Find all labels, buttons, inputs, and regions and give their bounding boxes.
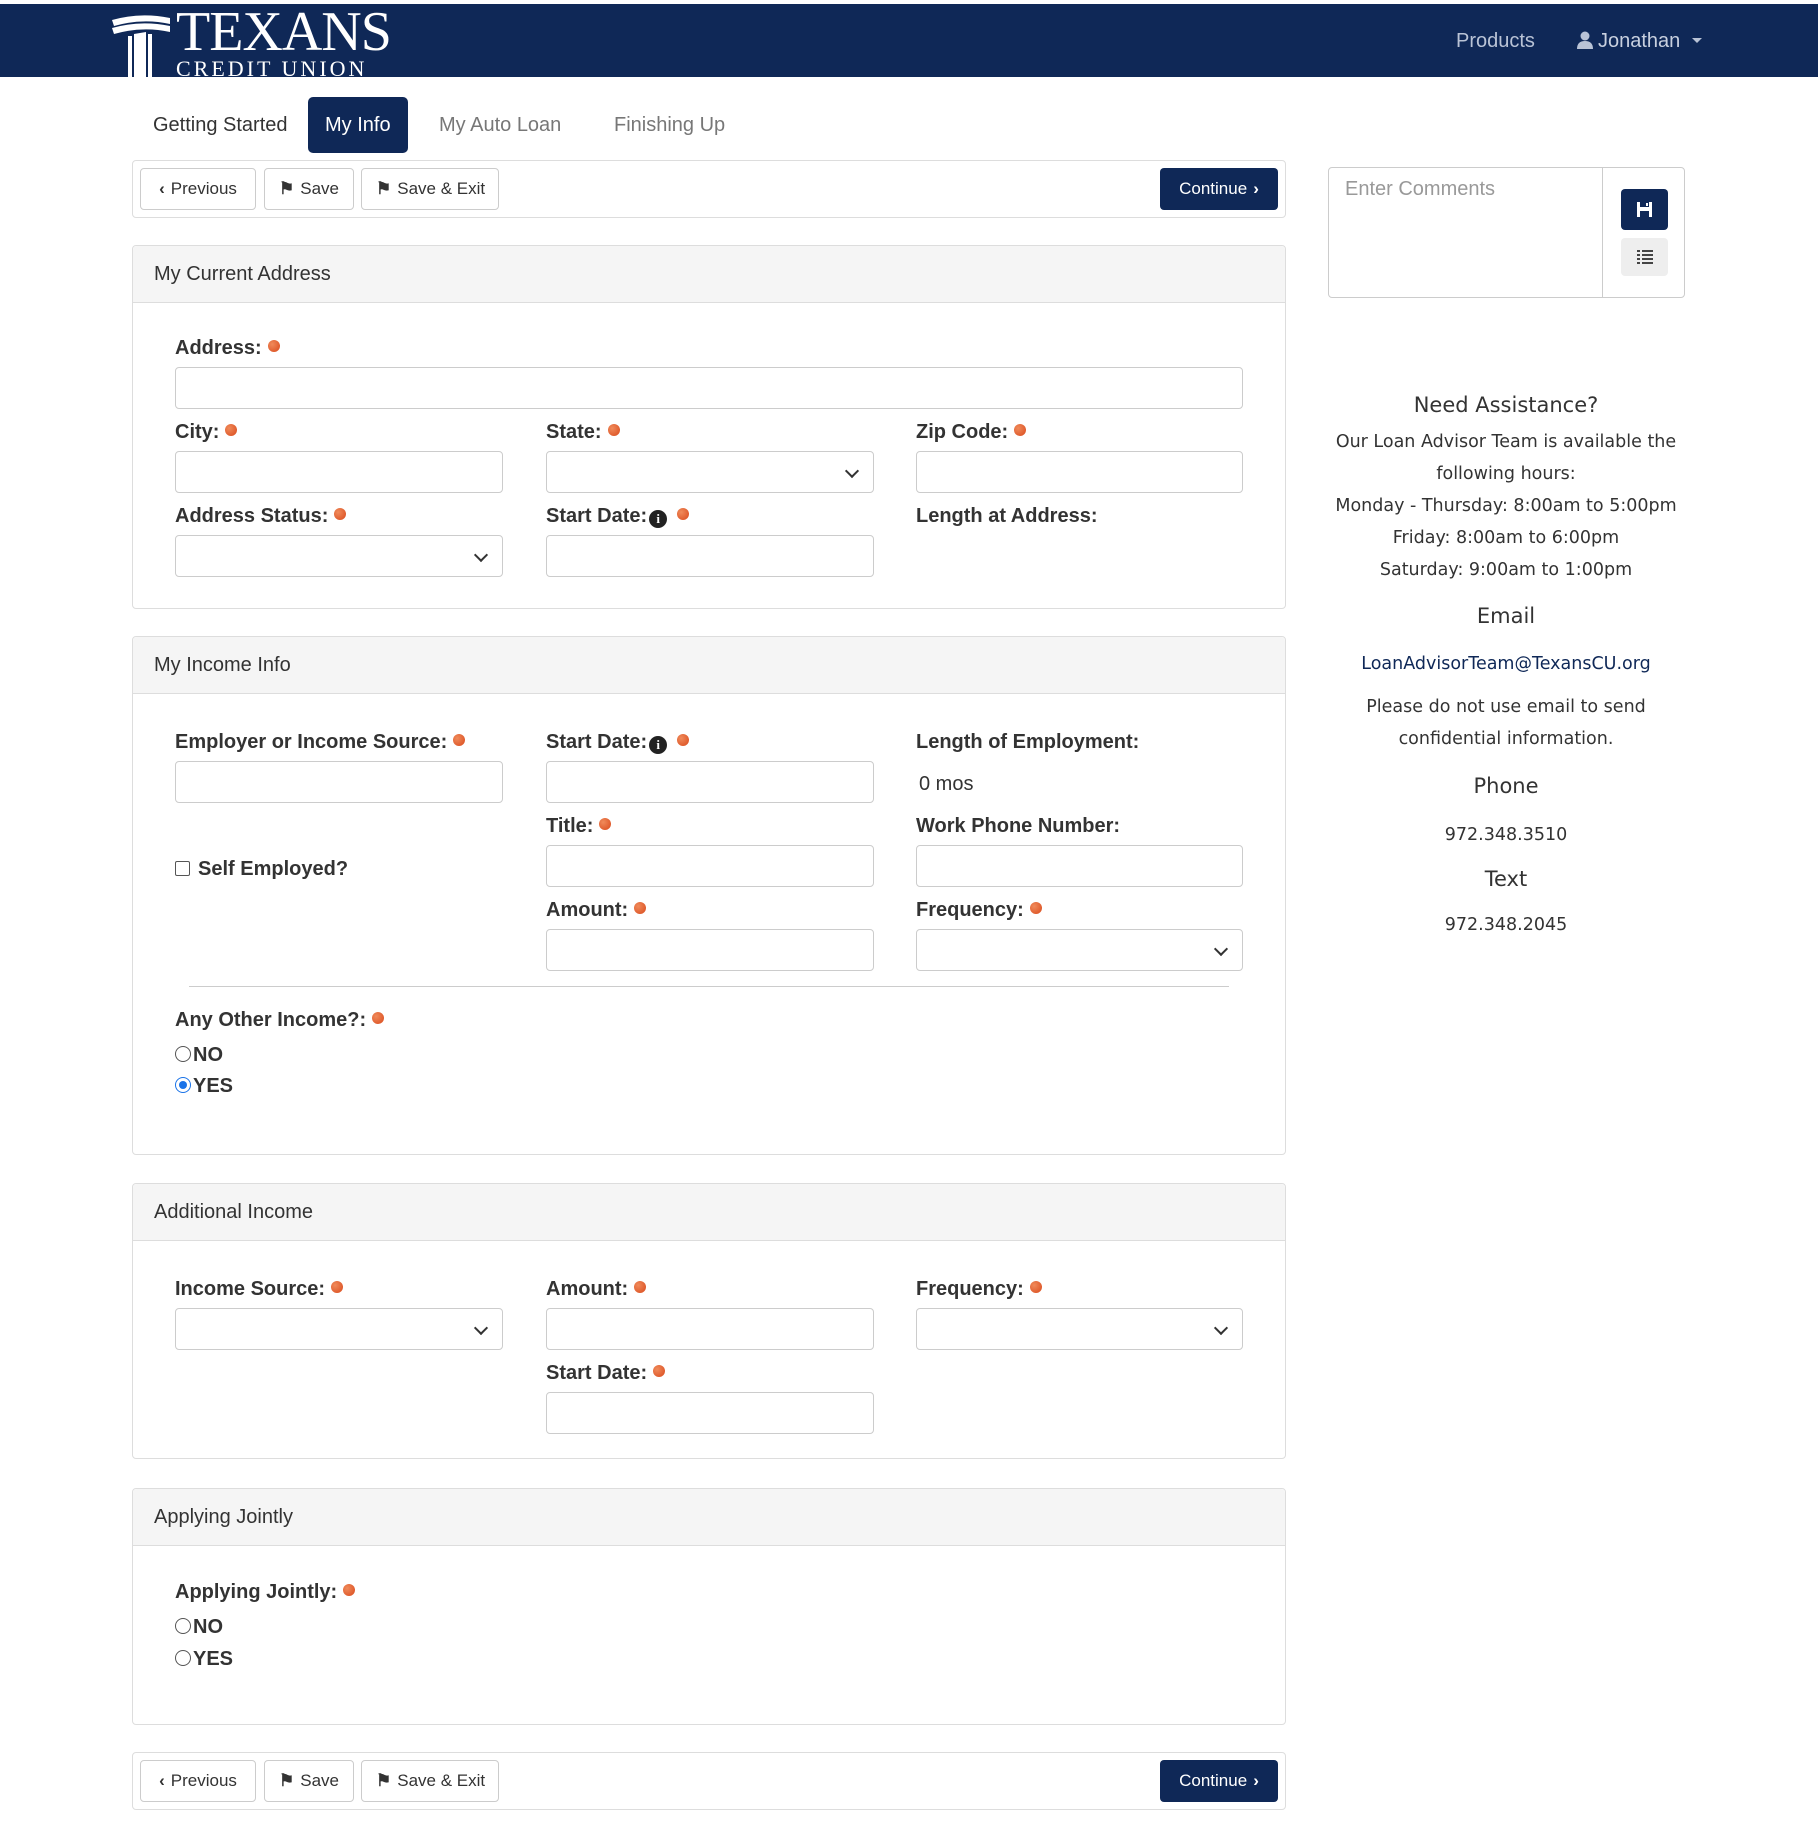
radio-icon[interactable]: [175, 1618, 191, 1634]
income-source-label: Income Source:: [175, 1278, 343, 1301]
save-exit-button[interactable]: [361, 1760, 499, 1802]
assistance-text-1: Our Loan Advisor Team is available the: [1335, 432, 1677, 452]
length-at-address-label: Length at Address:: [916, 505, 1098, 527]
address-label: Address:: [175, 337, 280, 360]
state-select[interactable]: [546, 451, 874, 493]
flag-save-icon: ⚑: [279, 179, 295, 198]
other-income-yes-radio[interactable]: [175, 1075, 233, 1098]
required-dot-icon: [1030, 902, 1042, 914]
other-income-label: Any Other Income?:: [175, 1009, 384, 1032]
current-address-panel: [132, 245, 1286, 609]
hours-friday: Friday: 8:00am to 6:00pm: [1392, 528, 1620, 548]
required-dot-icon: [1014, 424, 1026, 436]
tab-my-auto-loan[interactable]: My Auto Loan: [439, 114, 562, 136]
flag-save-icon: ⚑: [279, 1771, 295, 1790]
comment-list-button[interactable]: [1621, 238, 1668, 276]
user-menu[interactable]: [1576, 30, 1702, 53]
length-of-employment-value: 0 mos: [919, 773, 974, 795]
radio-label: NO: [193, 1044, 223, 1066]
info-icon[interactable]: i: [649, 510, 667, 528]
jointly-no-radio[interactable]: [175, 1616, 223, 1639]
continue-button[interactable]: [1160, 168, 1278, 210]
continue-label: Continue: [1179, 179, 1248, 198]
email-link[interactable]: LoanAdvisorTeam@TexansCU.org: [1361, 654, 1651, 674]
previous-button[interactable]: [140, 1760, 256, 1802]
employer-input[interactable]: [175, 761, 503, 803]
required-dot-icon: [634, 1281, 646, 1293]
chevron-down-icon: [1214, 942, 1228, 956]
tab-finishing-up[interactable]: Finishing Up: [614, 114, 726, 136]
zip-label: Zip Code:: [916, 421, 1026, 444]
chevron-down-icon: [1214, 1321, 1228, 1335]
assistance-text-2: following hours:: [1436, 464, 1576, 484]
income-source-select[interactable]: [175, 1308, 503, 1350]
bottom-toolbar: [132, 1752, 1286, 1810]
employer-label: Employer or Income Source:: [175, 731, 465, 754]
tab-my-info[interactable]: My Info: [308, 97, 408, 153]
radio-icon[interactable]: [175, 1046, 191, 1062]
income-frequency-label: Frequency:: [916, 899, 1042, 922]
logo-mark-icon: [110, 14, 172, 80]
save-exit-label: Save & Exit: [397, 179, 486, 198]
jointly-yes-radio[interactable]: [175, 1648, 233, 1671]
assistance-title: Need Assistance?: [1413, 393, 1599, 417]
panel-title: Additional Income: [133, 1184, 1285, 1241]
hours-weekday: Monday - Thursday: 8:00am to 5:00pm: [1335, 496, 1677, 516]
chevron-right-icon: ›: [1253, 179, 1259, 198]
flag-exit-icon: ⚑: [376, 179, 392, 198]
required-dot-icon: [653, 1365, 665, 1377]
phone-number[interactable]: 972.348.3510: [1444, 825, 1568, 845]
required-dot-icon: [453, 734, 465, 746]
required-dot-icon: [225, 424, 237, 436]
save-label: Save: [300, 1771, 339, 1790]
self-employed-label: Self Employed?: [198, 858, 349, 880]
address-start-date-label: Start Date: i: [546, 505, 689, 528]
caret-down-icon: [1692, 38, 1702, 43]
radio-label: YES: [193, 1075, 234, 1097]
list-icon: [1621, 238, 1668, 276]
work-phone-input[interactable]: [916, 845, 1243, 887]
self-employed-checkbox[interactable]: [175, 858, 348, 881]
texans-logo[interactable]: [110, 1, 391, 81]
additional-frequency-select[interactable]: [916, 1308, 1243, 1350]
additional-frequency-label: Frequency:: [916, 1278, 1042, 1301]
radio-label: NO: [193, 1616, 223, 1638]
additional-income-panel: [132, 1183, 1286, 1459]
work-phone-label: Work Phone Number:: [916, 815, 1121, 837]
floppy-save-icon: [1621, 189, 1668, 230]
nav-products-link[interactable]: Products: [1456, 30, 1535, 52]
chevron-down-icon: [474, 548, 488, 562]
text-heading: Text: [1484, 867, 1528, 891]
income-amount-input[interactable]: [546, 929, 874, 971]
income-info-panel: [132, 636, 1286, 1155]
employment-start-date-label: Start Date: i: [546, 731, 689, 754]
email-note-2: confidential information.: [1398, 729, 1614, 749]
brand-name: TEXANS: [176, 1, 391, 63]
income-frequency-select[interactable]: [916, 929, 1243, 971]
checkbox-icon[interactable]: [175, 861, 190, 876]
required-dot-icon: [608, 424, 620, 436]
required-dot-icon: [343, 1584, 355, 1596]
hours-saturday: Saturday: 9:00am to 1:00pm: [1379, 560, 1633, 580]
user-name: Jonathan: [1598, 30, 1681, 52]
info-icon[interactable]: i: [649, 736, 667, 754]
additional-start-date-input[interactable]: [546, 1392, 874, 1434]
section-divider: [189, 986, 1229, 987]
address-status-label: Address Status:: [175, 505, 346, 528]
required-dot-icon: [677, 508, 689, 520]
zip-input[interactable]: [916, 451, 1243, 493]
other-income-no-radio[interactable]: [175, 1044, 223, 1067]
phone-heading: Phone: [1473, 774, 1539, 798]
previous-label: Previous: [170, 179, 237, 198]
address-status-select[interactable]: [175, 535, 503, 577]
radio-selected-icon[interactable]: [175, 1077, 191, 1093]
top-toolbar: [132, 160, 1286, 218]
comments-input[interactable]: Enter Comments: [1329, 168, 1603, 297]
length-of-employment-label: Length of Employment:: [916, 731, 1140, 753]
address-start-date-input[interactable]: [546, 535, 874, 577]
chevron-down-icon: [845, 464, 859, 478]
panel-title: My Income Info: [133, 637, 1285, 694]
city-input[interactable]: [175, 451, 503, 493]
top-navbar: [0, 1, 1818, 81]
comment-save-button[interactable]: [1621, 189, 1668, 230]
previous-label: Previous: [170, 1771, 237, 1790]
save-button[interactable]: [264, 168, 354, 210]
radio-label: YES: [193, 1648, 234, 1670]
required-dot-icon: [334, 508, 346, 520]
required-dot-icon: [599, 818, 611, 830]
applying-jointly-panel: [132, 1488, 1286, 1725]
brand-subtitle: CREDIT UNION: [176, 56, 368, 81]
required-dot-icon: [677, 734, 689, 746]
employment-start-date-input[interactable]: [546, 761, 874, 803]
email-note-1: Please do not use email to send: [1366, 697, 1646, 717]
save-label: Save: [300, 179, 339, 198]
additional-amount-input[interactable]: [546, 1308, 874, 1350]
panel-title: Applying Jointly: [133, 1489, 1285, 1546]
save-button[interactable]: [264, 1760, 354, 1802]
job-title-input[interactable]: [546, 845, 874, 887]
job-title-label: Title:: [546, 815, 611, 838]
text-number[interactable]: 972.348.2045: [1444, 915, 1568, 935]
additional-start-date-label: Start Date:: [546, 1362, 665, 1385]
tab-getting-started[interactable]: Getting Started: [153, 114, 288, 136]
email-heading: Email: [1476, 604, 1536, 628]
additional-amount-label: Amount:: [546, 1278, 646, 1301]
continue-button[interactable]: [1160, 1760, 1278, 1802]
state-label: State:: [546, 421, 620, 444]
flag-exit-icon: ⚑: [376, 1771, 392, 1790]
continue-label: Continue: [1179, 1771, 1248, 1790]
radio-icon[interactable]: [175, 1650, 191, 1666]
user-icon: [1576, 31, 1594, 49]
required-dot-icon: [268, 340, 280, 352]
chevron-left-icon: ‹: [159, 1771, 165, 1790]
save-exit-button[interactable]: [361, 168, 499, 210]
applying-jointly-label: Applying Jointly:: [175, 1581, 355, 1604]
required-dot-icon: [1030, 1281, 1042, 1293]
panel-title: My Current Address: [133, 246, 1285, 303]
save-exit-label: Save & Exit: [397, 1771, 486, 1790]
required-dot-icon: [634, 902, 646, 914]
city-label: City:: [175, 421, 237, 444]
chevron-down-icon: [474, 1321, 488, 1335]
chevron-right-icon: ›: [1253, 1771, 1259, 1790]
previous-button[interactable]: [140, 168, 256, 210]
income-amount-label: Amount:: [546, 899, 646, 922]
required-dot-icon: [372, 1012, 384, 1024]
comments-box: [1328, 167, 1685, 298]
required-dot-icon: [331, 1281, 343, 1293]
address-input[interactable]: [175, 367, 1243, 409]
chevron-left-icon: ‹: [159, 179, 165, 198]
